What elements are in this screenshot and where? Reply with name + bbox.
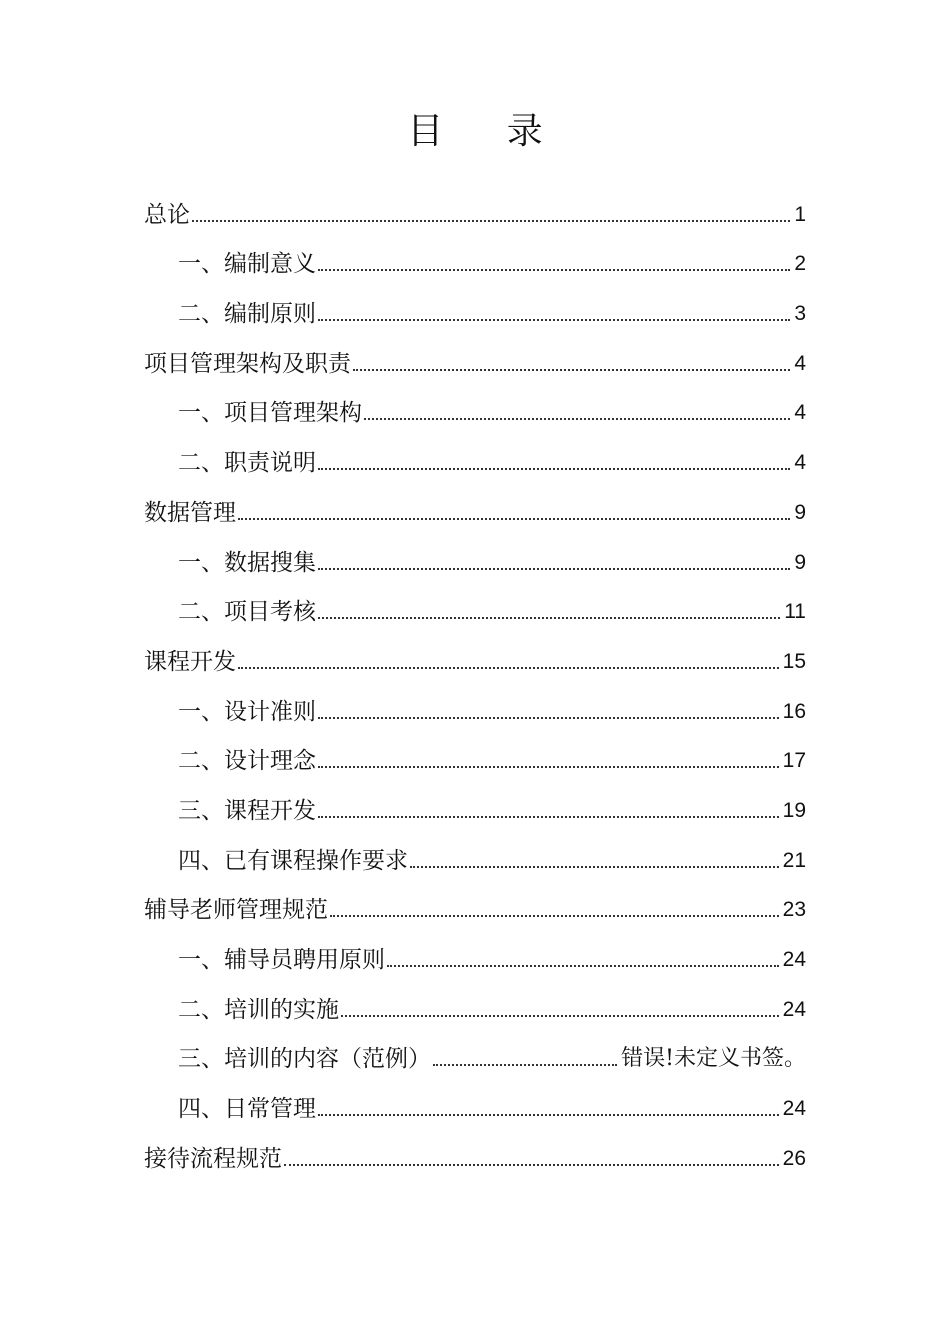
toc-entry[interactable] bbox=[144, 578, 806, 628]
toc-entry[interactable] bbox=[144, 627, 806, 677]
toc-page-number: 4 bbox=[794, 401, 806, 425]
toc-page-number: 19 bbox=[782, 798, 806, 822]
toc-entry[interactable] bbox=[144, 478, 806, 528]
toc-entry-label: 四、日常管理 bbox=[178, 1096, 316, 1123]
toc-dot-leader bbox=[318, 766, 779, 768]
toc-dot-leader bbox=[318, 319, 790, 321]
toc-entry[interactable] bbox=[144, 1025, 806, 1075]
toc-dot-leader bbox=[364, 418, 790, 420]
toc-page-number: 15 bbox=[782, 649, 806, 673]
toc-dot-leader bbox=[330, 915, 779, 917]
toc-entry[interactable] bbox=[144, 776, 806, 826]
toc-entry-label: 辅导老师管理规范 bbox=[144, 897, 328, 924]
toc-entry-label: 接待流程规范 bbox=[144, 1145, 282, 1172]
toc-page-number: 11 bbox=[784, 600, 806, 624]
toc-entry[interactable] bbox=[144, 329, 806, 379]
toc-entry-label: 四、已有课程操作要求 bbox=[178, 847, 408, 874]
toc-entry[interactable] bbox=[144, 925, 806, 975]
toc-entry[interactable] bbox=[144, 180, 806, 230]
toc-page-number: 3 bbox=[794, 302, 806, 326]
toc-page-number: 2 bbox=[794, 252, 806, 276]
toc-dot-leader bbox=[192, 220, 790, 222]
toc-page-number: 24 bbox=[782, 948, 806, 971]
toc-entry-label: 二、职责说明 bbox=[178, 450, 316, 477]
toc-dot-leader bbox=[318, 717, 779, 719]
toc-entry-label: 一、项目管理架构 bbox=[178, 400, 362, 427]
toc-page-number: 24 bbox=[782, 997, 806, 1021]
toc-page-error: 错误!未定义书签。 bbox=[621, 1046, 806, 1072]
toc-page-number: 9 bbox=[794, 550, 806, 574]
toc-title: 目 录 bbox=[407, 111, 569, 152]
toc-entry[interactable] bbox=[144, 826, 806, 876]
toc-dot-leader bbox=[353, 369, 790, 371]
toc-entry-label: 一、辅导员聘用原则 bbox=[178, 947, 385, 973]
toc-entry[interactable] bbox=[144, 230, 806, 280]
toc-page-number: 4 bbox=[794, 351, 806, 375]
toc-entry[interactable] bbox=[144, 677, 806, 727]
toc-entry[interactable] bbox=[144, 379, 806, 429]
toc-entry[interactable] bbox=[144, 1124, 806, 1174]
toc-page-number: 1 bbox=[794, 202, 806, 226]
toc-entry-label: 数据管理 bbox=[144, 499, 236, 526]
table-of-contents bbox=[144, 180, 806, 1174]
toc-dot-leader bbox=[341, 1015, 779, 1017]
toc-dot-leader bbox=[284, 1164, 779, 1166]
toc-entry[interactable] bbox=[144, 428, 806, 478]
toc-page-number: 21 bbox=[782, 848, 806, 872]
toc-page-number: 23 bbox=[782, 898, 806, 922]
toc-entry[interactable] bbox=[144, 975, 806, 1025]
toc-entry-label: 课程开发 bbox=[144, 648, 236, 675]
toc-dot-leader bbox=[387, 965, 779, 967]
toc-dot-leader bbox=[318, 568, 790, 570]
toc-entry[interactable] bbox=[144, 727, 806, 777]
toc-dot-leader bbox=[318, 269, 790, 271]
toc-page-number: 24 bbox=[782, 1097, 806, 1121]
toc-dot-leader bbox=[318, 468, 790, 470]
toc-entry-label: 项目管理架构及职责 bbox=[144, 350, 351, 377]
toc-page-number: 9 bbox=[794, 500, 806, 524]
toc-entry[interactable] bbox=[144, 528, 806, 578]
toc-dot-leader bbox=[238, 518, 790, 520]
toc-dot-leader bbox=[238, 667, 779, 669]
toc-entry-label: 二、培训的实施 bbox=[178, 996, 339, 1023]
toc-entry[interactable] bbox=[144, 279, 806, 329]
toc-dot-leader bbox=[318, 816, 779, 818]
toc-page-number: 4 bbox=[794, 451, 806, 475]
toc-entry-label: 一、编制意义 bbox=[178, 251, 316, 278]
toc-entry-label: 三、培训的内容（范例） bbox=[178, 1046, 431, 1073]
toc-entry[interactable] bbox=[144, 876, 806, 926]
toc-entry-label: 一、设计准则 bbox=[178, 698, 316, 725]
toc-entry-label: 二、项目考核 bbox=[178, 599, 316, 626]
toc-dot-leader bbox=[318, 1114, 779, 1116]
toc-entry-label: 二、设计理念 bbox=[178, 748, 316, 775]
toc-dot-leader bbox=[433, 1064, 617, 1066]
toc-entry-label: 三、课程开发 bbox=[178, 797, 316, 824]
toc-entry-label: 总论 bbox=[144, 201, 190, 228]
toc-entry[interactable] bbox=[144, 1074, 806, 1124]
toc-page-number: 26 bbox=[782, 1146, 806, 1170]
toc-entry-label: 一、数据搜集 bbox=[178, 549, 316, 576]
toc-dot-leader bbox=[410, 866, 779, 868]
toc-dot-leader bbox=[318, 617, 780, 619]
toc-page-number: 17 bbox=[782, 749, 806, 773]
toc-entry-label: 二、编制原则 bbox=[178, 301, 316, 328]
toc-page-number: 16 bbox=[782, 699, 806, 723]
